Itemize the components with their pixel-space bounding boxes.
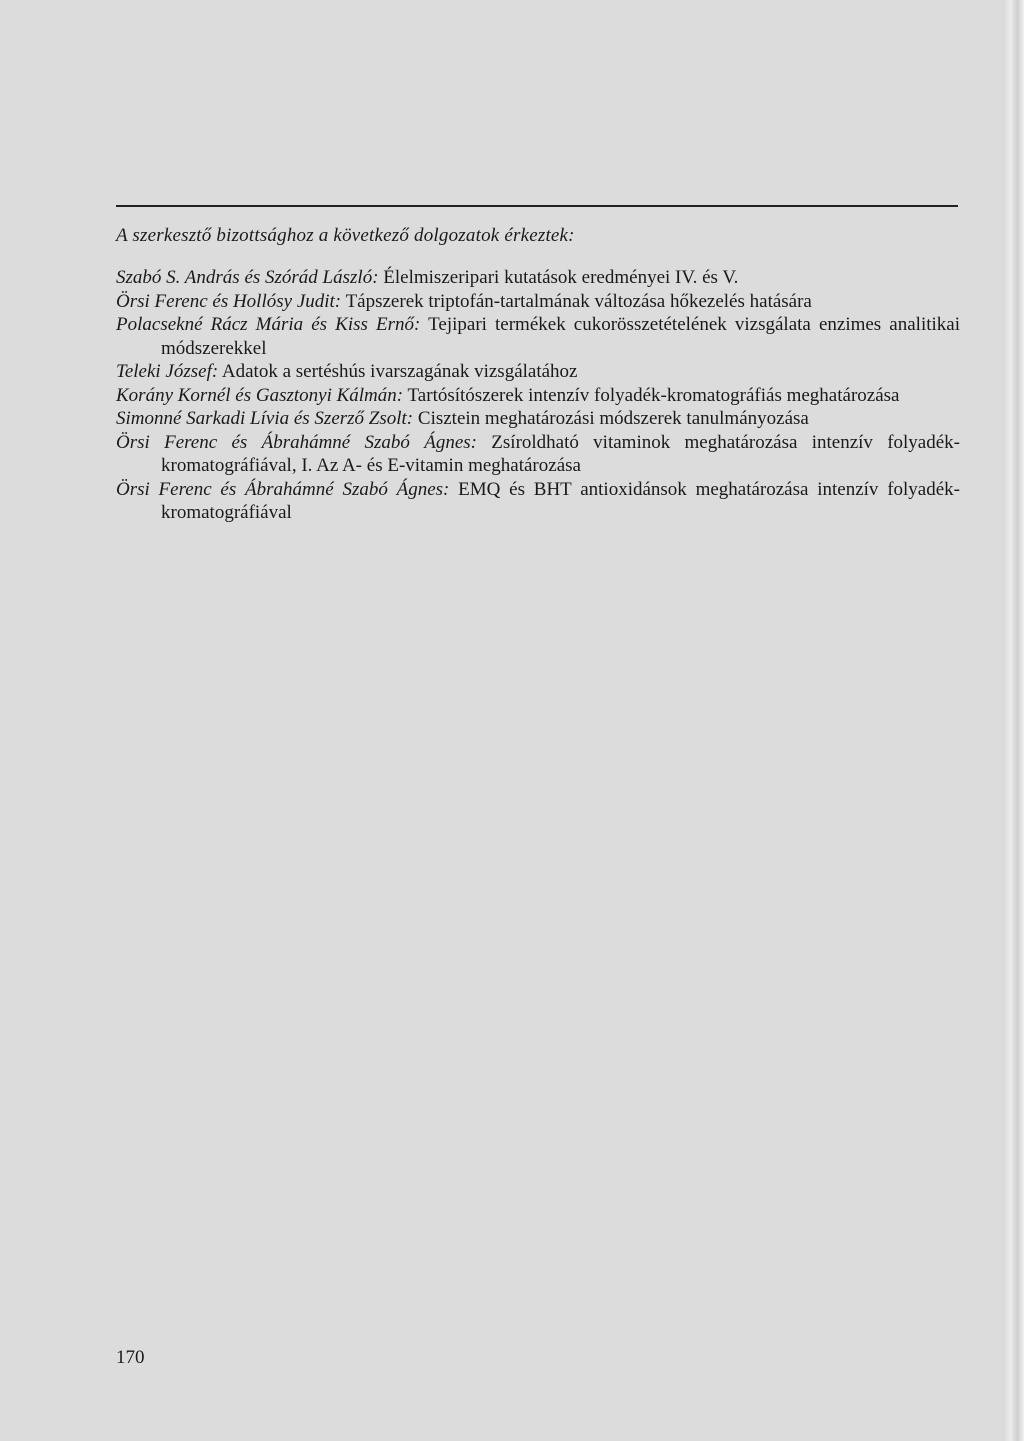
page-number: 170 bbox=[116, 1347, 145, 1368]
entry-title: Élelmiszeripari kutatások eredményei IV. és V. bbox=[383, 267, 739, 288]
list-item bbox=[116, 360, 960, 384]
section-heading: A szerkesztő bizottsághoz a következő dolgozatok érkeztek: bbox=[116, 225, 575, 246]
entry-title: Cisztein meghatározási módszerek tanulmányozása bbox=[417, 408, 809, 429]
submissions-section bbox=[116, 224, 960, 525]
entry-title: EMQ és BHT antioxidánsok meghatározása intenzív folyadék-kromatográfiával bbox=[161, 478, 960, 523]
entry-title: Tápszerek triptofán-tartalmának változása hőkezelés hatására bbox=[345, 290, 812, 312]
entry-title: Tejipari termékek cukorösszetételének vizsgálata enzimes analitikai módszerekkel bbox=[161, 314, 960, 359]
list-item bbox=[116, 431, 960, 478]
list-item bbox=[116, 290, 960, 314]
entry-authors: Szabó S. András és Szórád László: bbox=[116, 267, 379, 288]
entry-title: Adatok a sertéshús ivarszagának vizsgálatához bbox=[221, 361, 578, 382]
entry-title: Tartósítószerek intenzív folyadék-kromatográfiás meghatározása bbox=[407, 384, 900, 406]
horizontal-rule bbox=[116, 205, 958, 207]
list-item bbox=[116, 313, 960, 360]
list-item bbox=[116, 478, 960, 525]
submissions-list bbox=[116, 266, 960, 525]
entry-authors: Örsi Ferenc és Ábrahámné Szabó Ágnes: bbox=[116, 478, 450, 500]
list-item bbox=[116, 266, 960, 290]
entry-authors: Korány Kornél és Gasztonyi Kálmán: bbox=[116, 384, 404, 406]
entry-authors: Örsi Ferenc és Hollósy Judit: bbox=[116, 290, 342, 312]
entry-authors: Teleki József: bbox=[116, 361, 219, 382]
entry-authors: Polacsekné Rácz Mária és Kiss Ernő: bbox=[116, 314, 421, 335]
list-item bbox=[116, 407, 960, 431]
entry-authors: Simonné Sarkadi Lívia és Szerző Zsolt: bbox=[116, 408, 414, 429]
entry-authors: Örsi Ferenc és Ábrahámné Szabó Ágnes: bbox=[116, 431, 477, 453]
page-edge bbox=[1002, 0, 1024, 1441]
list-item bbox=[116, 384, 960, 408]
entry-title: Zsíroldható vitaminok meghatározása intenzív folyadék-kromatográfiával, I. Az A- és E-vitamin meghatározása bbox=[161, 431, 960, 476]
